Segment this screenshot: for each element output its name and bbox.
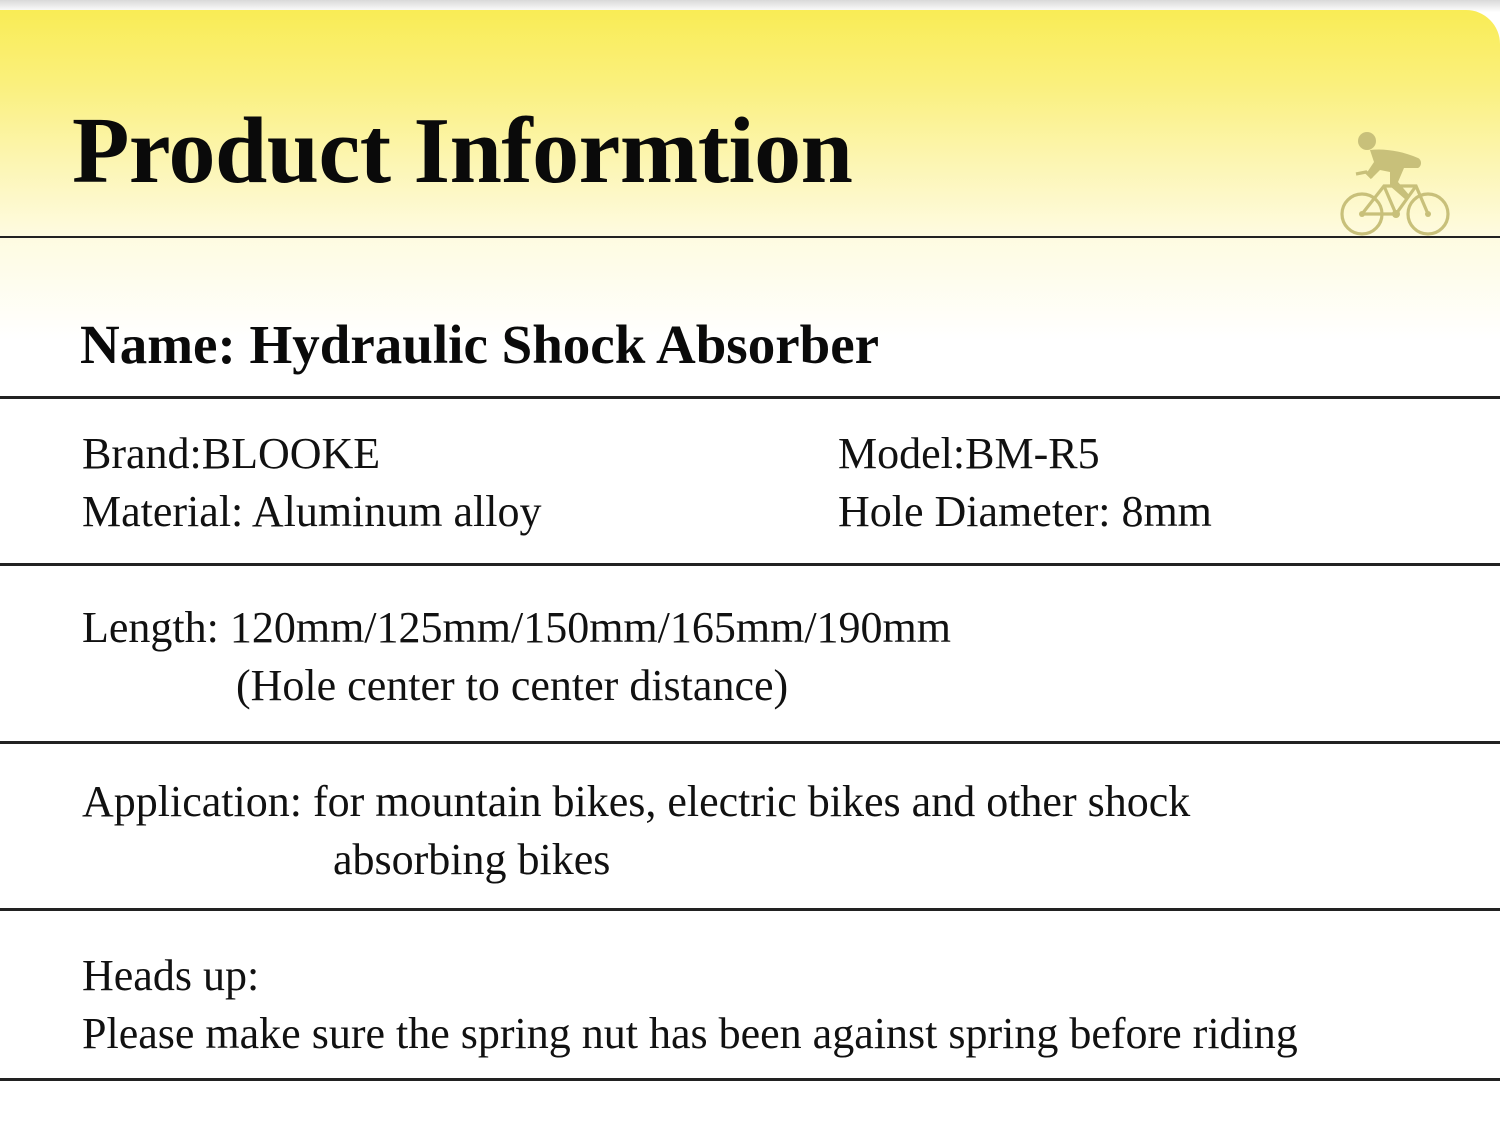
page-title: Product Informtion [72,99,853,203]
material-text: Material: Aluminum alloy [82,487,542,536]
application-text-continued: absorbing bikes [333,835,611,884]
model-text: Model:BM-R5 [838,429,1100,478]
heads-up-label: Heads up: [82,951,260,1000]
section-divider [0,741,1500,744]
length-text: Length: 120mm/125mm/150mm/165mm/190mm [82,603,951,652]
brand-text: Brand:BLOOKE [82,429,381,478]
cyclist-icon [1334,124,1456,242]
section-divider [0,396,1500,399]
product-name: Name: Hydraulic Shock Absorber [80,314,880,375]
application-text: Application: for mountain bikes, electric bikes and other shock [82,777,1191,826]
heads-up-text: Please make sure the spring nut has been against spring before riding [82,1009,1298,1058]
header-divider [0,236,1500,238]
hole-diameter-text: Hole Diameter: 8mm [838,487,1212,536]
length-note-text: (Hole center to center distance) [236,661,789,710]
section-divider [0,563,1500,566]
section-divider [0,908,1500,911]
section-divider [0,1078,1500,1081]
